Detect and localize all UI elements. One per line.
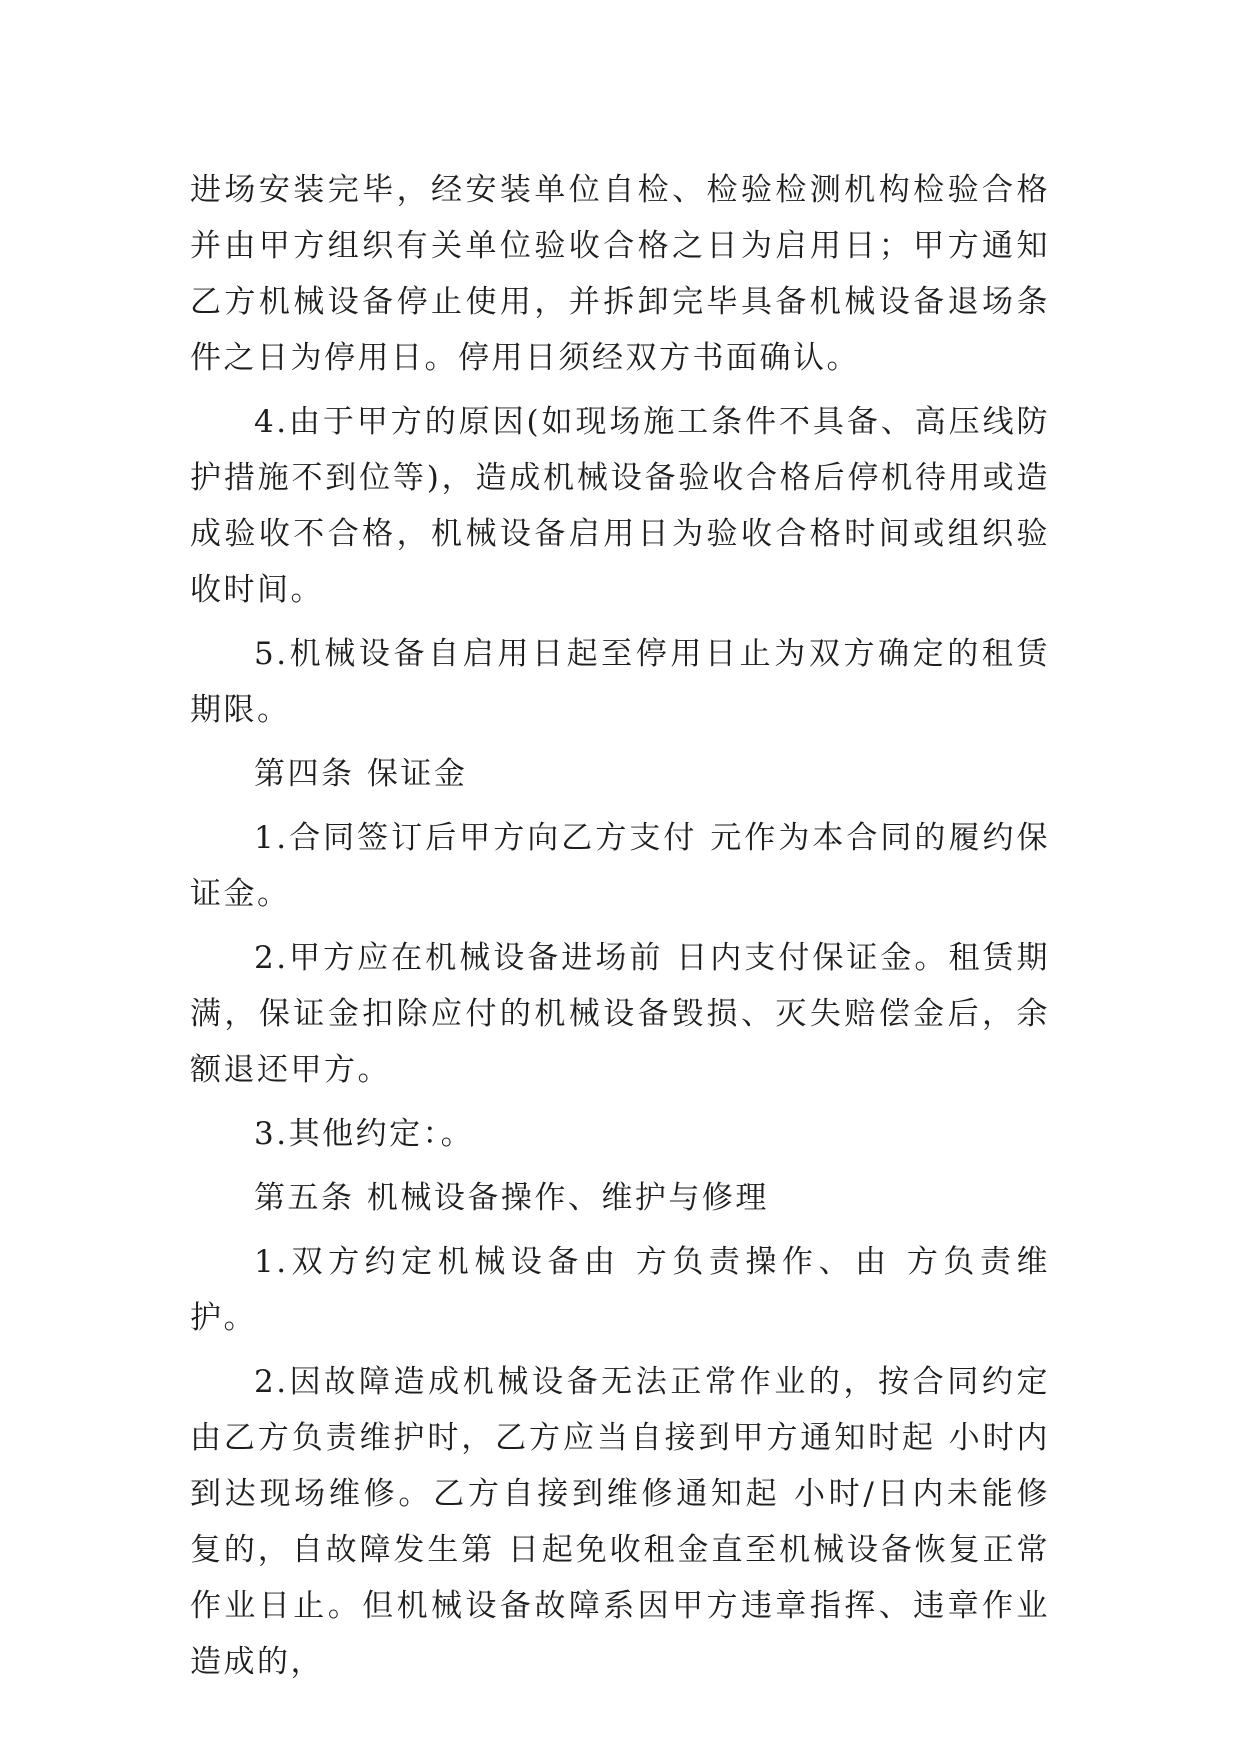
paragraph-clause-4-3: 3.其他约定：。 [254,1116,475,1152]
paragraph-clause-3-5: 5.机械设备自启用日起至停用日止为双方确定的租赁期限。 [190,636,1050,728]
paragraph-clause-3-4: 4.由于甲方的原因(如现场施工条件不具备、高压线防护措施不到位等)，造成机械设备验收合格后停机待用或造成验收不合格，机械设备启用日为验收合格时间或组织验收时间。 [190,404,1050,608]
paragraph-clause-5-1: 1.双方约定机械设备由 方负责操作、由 方负责维护。 [190,1244,1050,1336]
paragraph-commencement-definition: 进场安装完毕，经安装单位自检、检验检测机构检验合格并由甲方组织有关单位验收合格之日为启用日；甲方通知乙方机械设备停止使用，并拆卸完毕具备机械设备退场条件之日为停用日。停用日须经双方书面确认。 [190,172,1050,376]
article-4-heading: 第四条 保证金 [254,756,468,792]
article-5-heading: 第五条 机械设备操作、维护与修理 [254,1180,769,1216]
document-body [190,162,1050,1698]
paragraph-clause-4-1: 1.合同签订后甲方向乙方支付 元作为本合同的履约保证金。 [190,820,1050,912]
paragraph-clause-4-2: 2.甲方应在机械设备进场前 日内支付保证金。租赁期满，保证金扣除应付的机械设备毁损、灭失赔偿金后，余额退还甲方。 [190,940,1050,1088]
paragraph-clause-5-2: 2.因故障造成机械设备无法正常作业的，按合同约定由乙方负责维护时，乙方应当自接到甲方通知时起 小时内到达现场维修。乙方自接到维修通知起 小时/日内未能修复的，自故障发生第 日起免收租金直至机械设备恢复正常作业日止。但机械设备故障系因甲方违章指挥、违章作业造成的， [190,1364,1050,1680]
